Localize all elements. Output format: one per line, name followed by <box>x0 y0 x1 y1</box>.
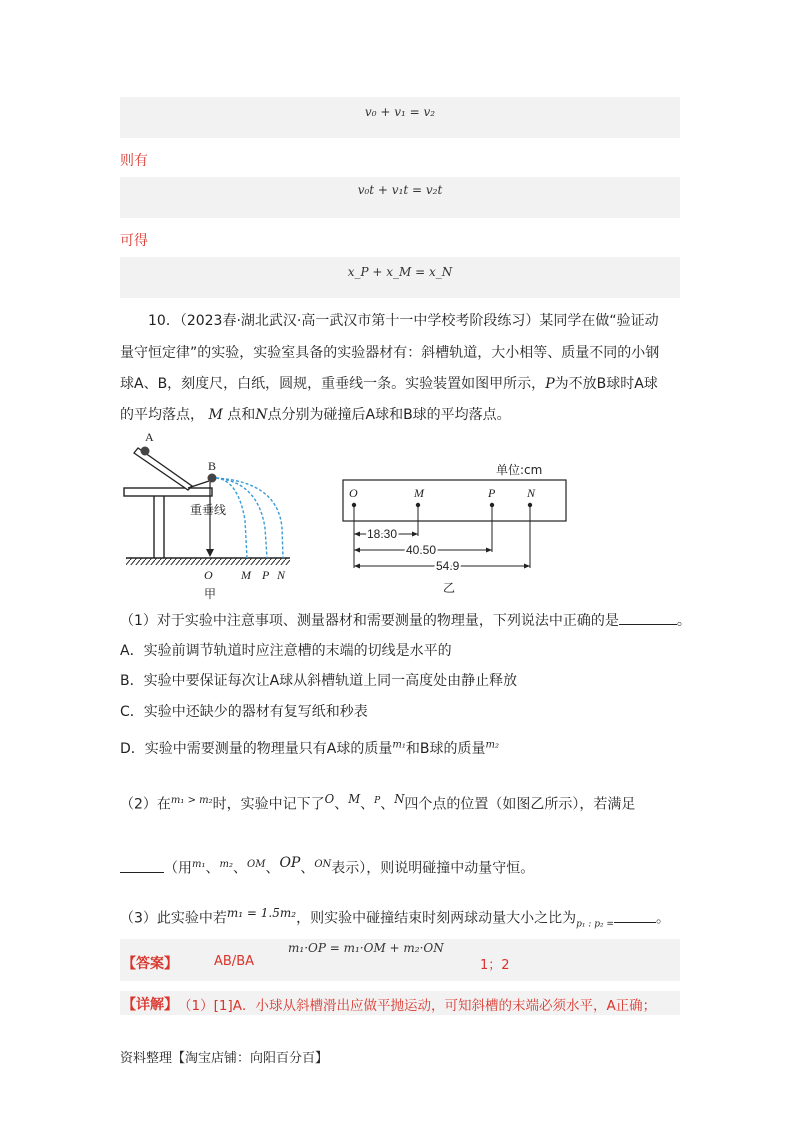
plumb-arrow <box>206 549 214 557</box>
detail-text: （1）[1]A．小球从斜槽滑出应做平抛运动，可知斜槽的末端必须水平，A正确； <box>178 998 657 1014</box>
point-o-label: O <box>349 486 358 500</box>
label-ball-a: A <box>145 430 154 444</box>
option-b: B．实验中要保证每次让A球从斜槽轨道上同一高度处由静止释放 <box>120 673 518 689</box>
point-p-label: P <box>262 568 270 582</box>
dim-op-value: 40.50 <box>406 543 437 557</box>
part1-stem: （1）对于实验中注意事项、测量器材和需要测量的物理量，下列说法中正确的是 。 <box>120 613 691 629</box>
trajectory-m <box>216 478 247 558</box>
part2-line-2: （用$^{m_1}$、$^{m_2}$、$^{OM}$、$^{OP}$、$^{ON}$表示），则说明碰撞中动量守恒。 <box>120 853 534 879</box>
figure-yi-ruler <box>340 456 570 606</box>
label-then: 则有 <box>120 153 148 169</box>
answer-blank-2[interactable] <box>120 860 164 873</box>
answer-blank-3[interactable] <box>614 910 656 923</box>
point-m-label: M <box>241 568 251 582</box>
answer-label: 【答案】 <box>122 956 178 972</box>
detail-box <box>120 991 680 1015</box>
equation-velocity-sum: v₀ + v₁ = v₂ <box>364 105 436 119</box>
question-source: （2023春·湖北武汉·高一武汉市第十一中学校考阶段练习） <box>179 313 540 329</box>
option-d: D．实验中需要测量的物理量只有A球的质量$^{m_1}$和B球的质量$^{m_2}$ <box>120 739 499 757</box>
dim-om-value: 18.30 <box>367 527 398 541</box>
plumb-label: 重垂线 <box>190 503 227 517</box>
ball-b <box>208 474 217 483</box>
question-line-4: 的平均落点， M 点和N点分别为碰撞后A球和B球的平均落点。 <box>120 407 511 423</box>
equation-displacement-time: v₀t + v₁t = v₂t <box>357 183 443 197</box>
question-line-2: 量守恒定律”的实验，实验室具备的实验器材有：斜槽轨道，大小相等、质量不同的小钢 <box>120 345 660 361</box>
detail-label: 【详解】 <box>122 997 178 1013</box>
figure-jia-apparatus <box>120 428 320 608</box>
dim-on-value: 54.9 <box>436 559 460 573</box>
ground-hatch <box>126 558 290 565</box>
equation-box-3 <box>120 257 680 298</box>
answer-2-formula: m₁·OP = m₁·OM + m₂·ON <box>288 941 444 955</box>
point-m-label: M <box>414 486 424 500</box>
option-c: C．实验中还缺少的器材有复写纸和秒表 <box>120 704 368 720</box>
answer-box <box>120 939 680 981</box>
equation-box-2 <box>120 177 680 218</box>
table-top <box>124 488 212 496</box>
question-line-3: 球A、B，刻度尺，白纸，圆规，重垂线一条。实验装置如图甲所示，P为不放B球时A球 <box>120 376 658 392</box>
part3-line: （3）此实验中若$^{m_1 = 1.5m_2}$，则实验中碰撞结束时刻两球动量大小之比为$_{p_1 : p_2 =}$ 。 <box>120 906 670 930</box>
point-o-label: O <box>204 568 213 582</box>
footer-source: 资料整理【淘宝店铺：向阳百分百】 <box>120 1051 329 1066</box>
label-obtain: 可得 <box>120 233 148 249</box>
unit-label: 单位:cm <box>496 463 543 477</box>
figure-jia-caption: 甲 <box>204 587 217 601</box>
figure-yi-caption: 乙 <box>443 581 456 595</box>
label-ball-b: B <box>208 459 217 473</box>
answer-3: 1；2 <box>480 958 510 973</box>
answer-blank-1[interactable] <box>619 612 677 625</box>
option-a: A．实验前调节轨道时应注意槽的末端的切线是水平的 <box>120 643 452 659</box>
point-p-label: P <box>488 486 496 500</box>
equation-position-sum: x_P + x_M = x_N <box>347 265 453 279</box>
ball-a <box>141 447 150 456</box>
question-number: 10． <box>148 313 180 329</box>
answer-1: AB/BA <box>214 954 255 969</box>
part2-line-1: （2）在$^{m_1 > m_2}$时，实验中记下了$^O$、$^M$、$^P$、$^N$四个点的位置（如图乙所示），若满足 <box>120 792 636 813</box>
point-n-label: N <box>527 486 536 500</box>
equation-box-1 <box>120 97 680 138</box>
trajectory-n <box>216 478 283 558</box>
question-line-1: 10．（2023春·湖北武汉·高一武汉市第十一中学校考阶段练习）某同学在做“验证动 <box>148 313 659 329</box>
point-n-label: N <box>277 568 286 582</box>
